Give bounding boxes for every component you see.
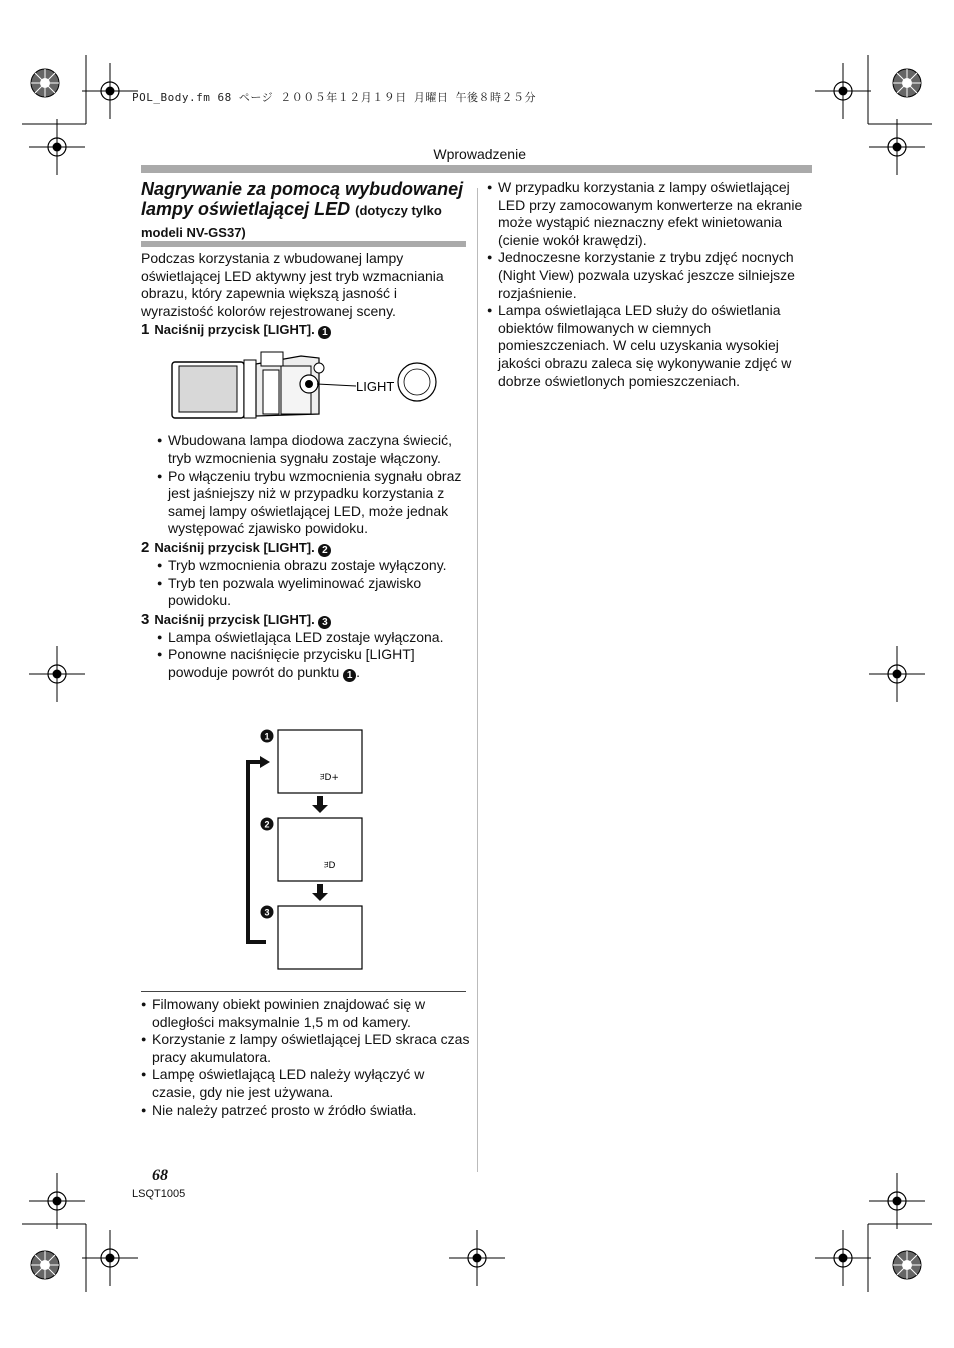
right-bullet: ● W przypadku korzystania z lampy oświetlającej LED przy zamocowanym konwerterze na ekranie może wystąpić nieznaczny efekt winietowania (cienie wokół krawędzi).	[487, 179, 812, 249]
diagram-marker-label: 3	[264, 907, 270, 918]
step-3-bullet: ● Lampa oświetlająca LED zostaje wyłączona.	[157, 629, 471, 647]
camcorder-icon	[172, 352, 356, 418]
right-bullet: ● Lampa oświetlająca LED służy do oświetlania obiektów filmowanych w ciemnych pomieszczeniach. W celu uzyskania wysokiej jakości obrazu zaleca się wykonywanie zdjęć w dobrze oświetlonych pomieszczeniach.	[487, 302, 812, 390]
step-marker: 2	[318, 544, 331, 557]
back-reference-marker: 1	[343, 669, 356, 682]
step-label: Naciśnij przycisk [LIGHT].	[154, 322, 315, 338]
step-number: 3	[141, 610, 150, 628]
diagram-marker-label: 2	[264, 819, 270, 830]
camera-illustration	[141, 346, 471, 428]
notes-list	[141, 996, 471, 1119]
indicator-led: ﾖD	[324, 861, 336, 871]
note-item: ● Nie należy patrzeć prosto w źródło światła.	[141, 1102, 471, 1120]
mode-cycle-diagram	[240, 724, 380, 974]
step-number: 1	[141, 321, 150, 339]
step-1	[141, 321, 471, 339]
page-title	[141, 179, 471, 243]
down-arrow-icon	[312, 796, 328, 813]
column-divider	[477, 188, 478, 1172]
step-label: Naciśnij przycisk [LIGHT].	[154, 611, 315, 627]
step-1-bullet: ● Po włączeniu trybu wzmocnienia sygnału obraz jest jaśniejszy niż w przypadku korzystania z samej lampy oświetlającej LED, może jednak występować zjawisko powidoku.	[157, 468, 471, 538]
title-main: Nagrywanie za pomocą wybudowanej lampy oświetlającej LED	[141, 179, 464, 219]
down-arrow-icon	[312, 884, 328, 901]
print-header: POL_Body.fm 68 ページ ２００５年１２月１９日 月曜日 午後８時２５分	[132, 91, 536, 104]
page-number: 68	[152, 1167, 168, 1184]
screen-3	[278, 906, 362, 969]
step-marker: 1	[318, 326, 331, 339]
note-item: ● Lampę oświetlającą LED należy wyłączyć w czasie, gdy nie jest używana.	[141, 1066, 471, 1101]
diagram-marker-label: 1	[264, 731, 270, 742]
step-1-bullet: ● Wbudowana lampa diodowa zaczyna świecić, tryb wzmocnienia sygnału zostaje włączony.	[157, 432, 471, 467]
note-item: ● Filmowany obiekt powinien znajdować się w odległości maksymalnie 1,5 m od kamery.	[141, 996, 471, 1031]
step-3	[141, 611, 471, 629]
screen-2	[278, 818, 362, 881]
screen-1	[278, 730, 362, 793]
section-label: Wprowadzenie	[433, 146, 526, 162]
step-2-bullet: ● Tryb wzmocnienia obrazu zostaje wyłączony.	[157, 557, 471, 575]
right-column	[487, 179, 812, 390]
step-3-bullet: ● Ponowne naciśnięcie przycisku [LIGHT] powoduje powrót do punktu 1 .	[157, 646, 471, 682]
title-rule	[141, 241, 466, 247]
step-label: Naciśnij przycisk [LIGHT].	[154, 539, 315, 555]
indicator-led-plus: ﾖD+	[320, 773, 339, 783]
light-button-icon	[398, 363, 436, 401]
step-marker: 3	[318, 616, 331, 629]
left-column	[141, 250, 471, 682]
title-sub: (dotyczy tylko modeli NV-GS37)	[141, 203, 442, 240]
header-rule	[141, 165, 812, 173]
notes-rule	[141, 991, 466, 992]
document-code: LSQT1005	[132, 1188, 186, 1200]
intro-paragraph: Podczas korzystania z wbudowanej lampy oświetlającej LED aktywny jest tryb wzmacniania obrazu, który zapewnia większą jasność i wyrazistość kolorów rejestrowanej sceny.	[141, 250, 444, 319]
bullet-text: Ponowne naciśnięcie przycisku [LIGHT] powoduje powrót do punktu	[168, 646, 415, 680]
step-number: 2	[141, 538, 150, 556]
right-bullet: ● Jednoczesne korzystanie z trybu zdjęć nocnych (Night View) pozwala uzyskać jeszcze silniejsze rozjaśnienie.	[487, 249, 812, 302]
step-2-bullet: ● Tryb ten pozwala wyeliminować zjawisko powidoku.	[157, 575, 471, 610]
note-item: ● Korzystanie z lampy oświetlającej LED skraca czas pracy akumulatora.	[141, 1031, 471, 1066]
step-2	[141, 539, 471, 557]
light-label: LIGHT	[356, 379, 395, 395]
